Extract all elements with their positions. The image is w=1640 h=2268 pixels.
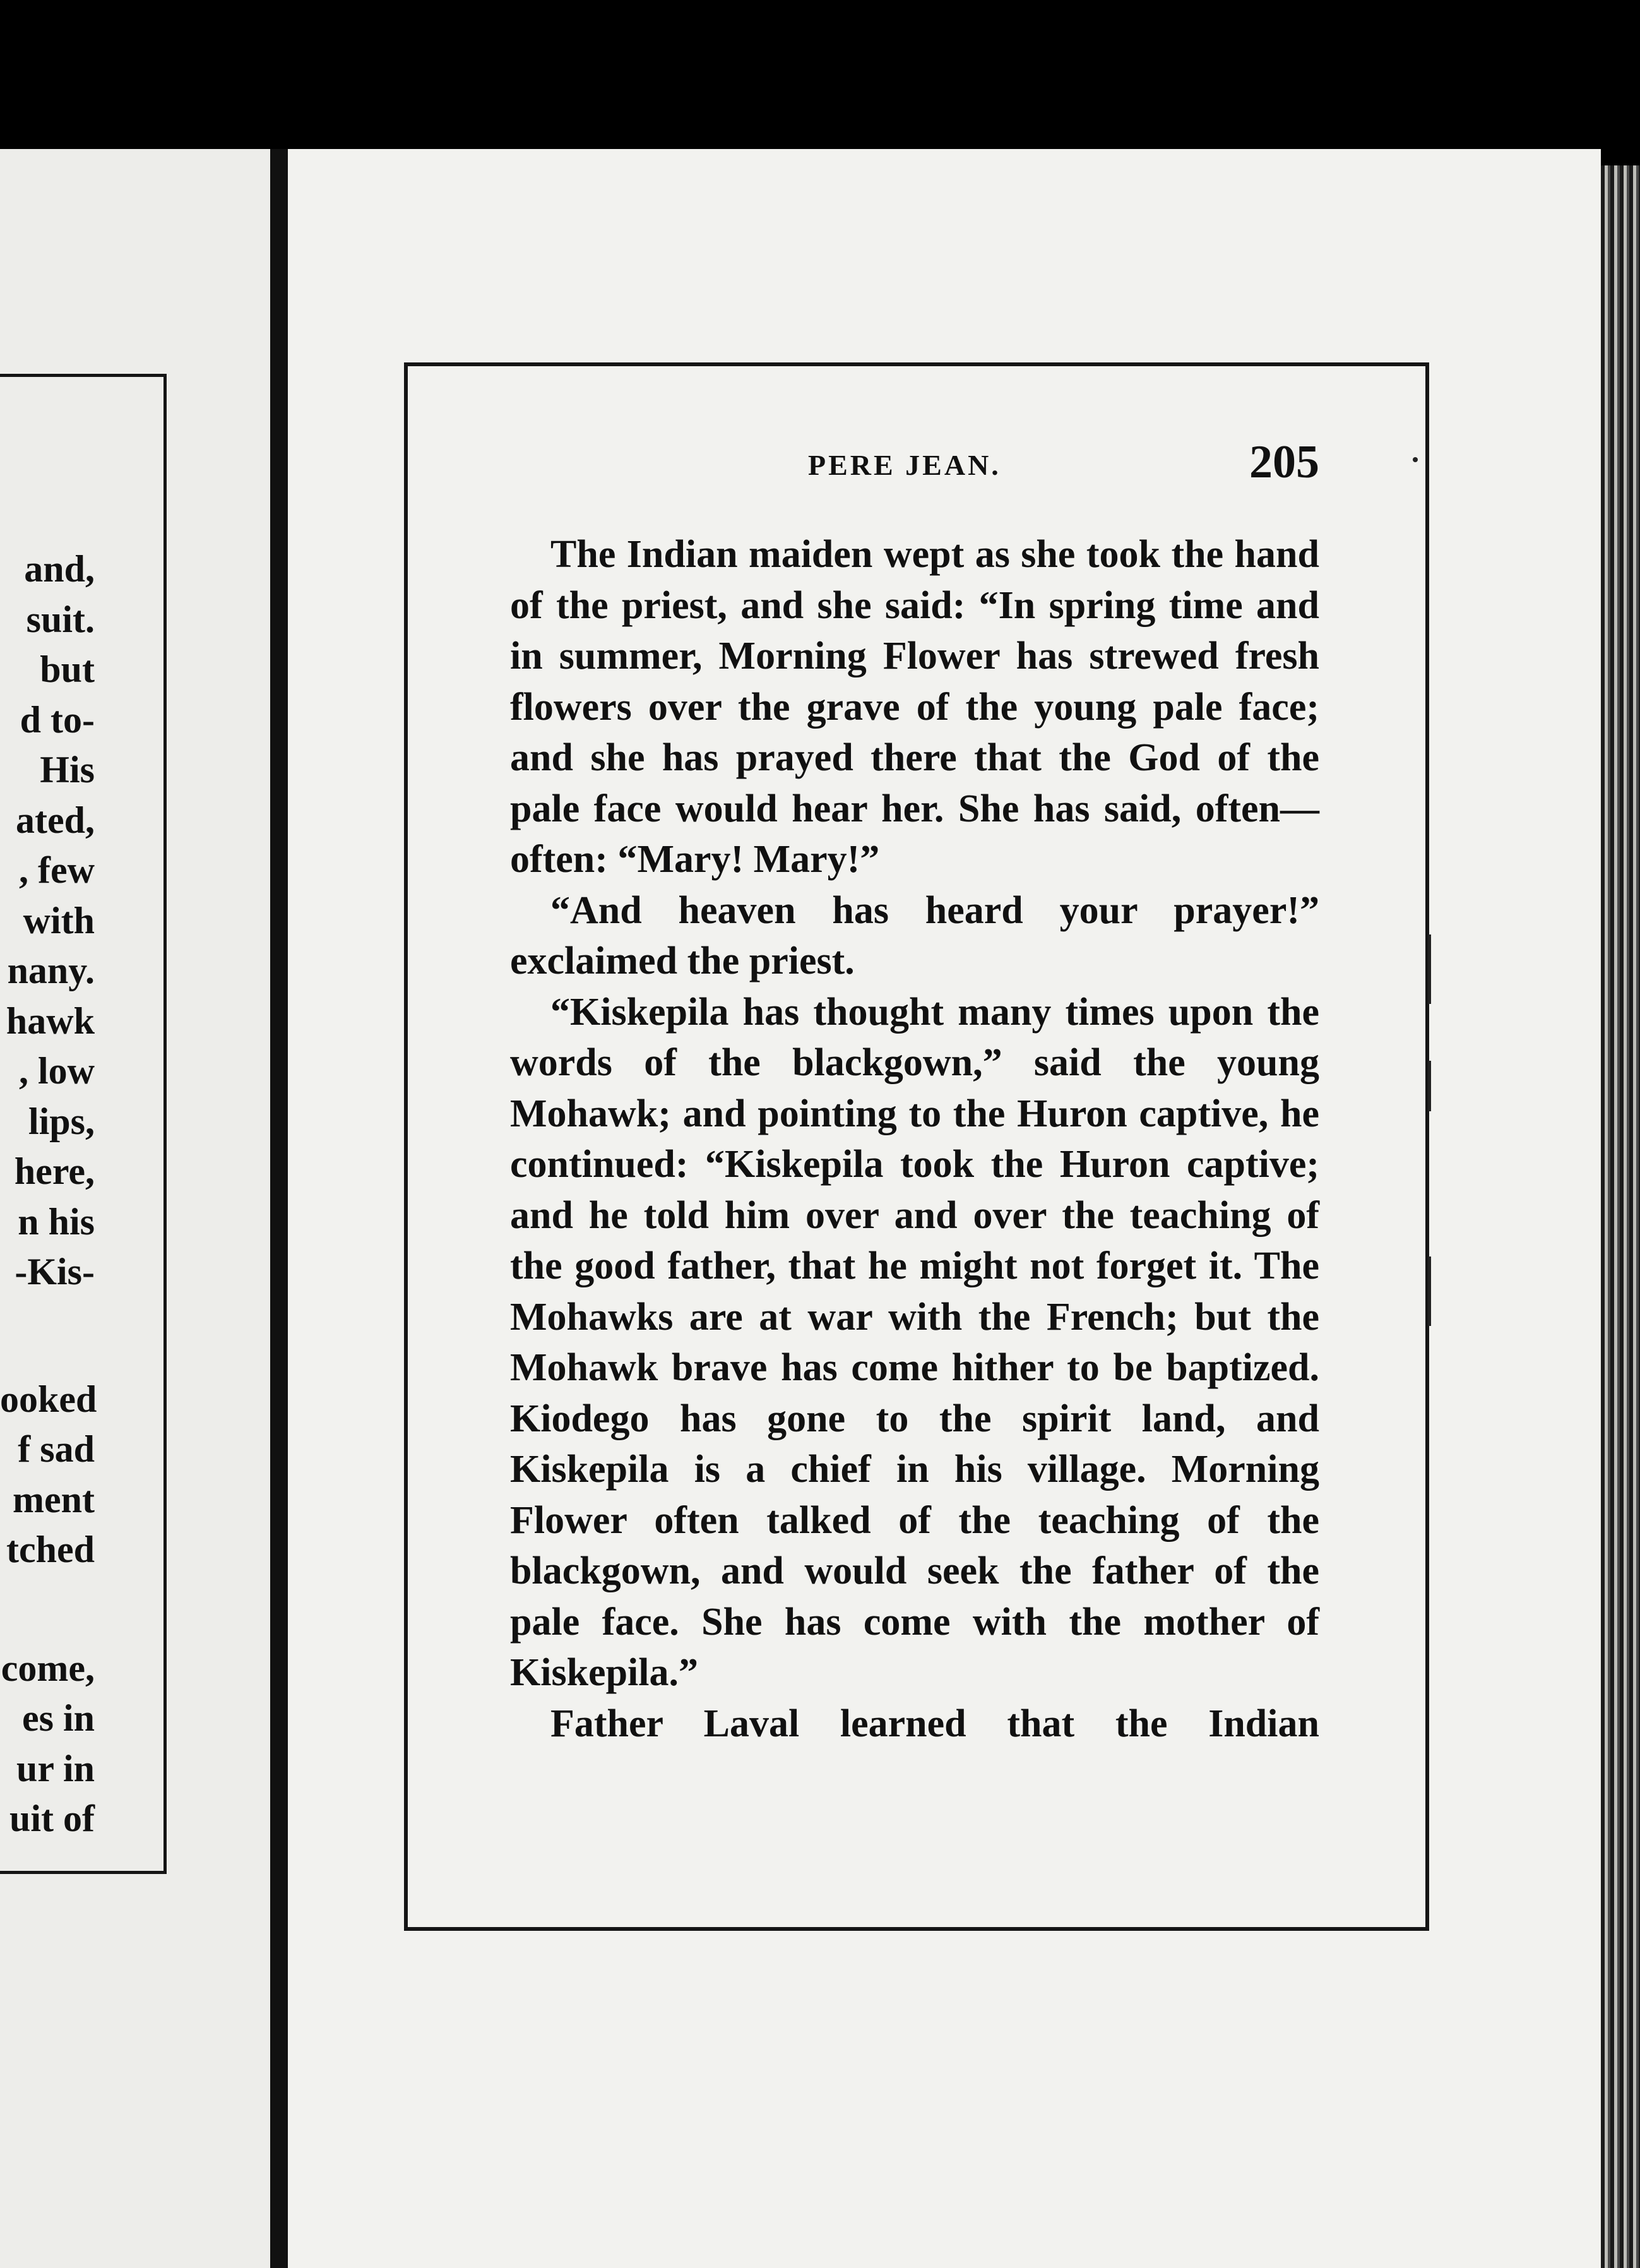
paragraph-1: The Indian maiden wept as she took the hand of the priest, and she said: “In spring time and in summer, Morning Flower has strewed fresh flowers over the grave of the young pale face; and she has prayed there that the God of the pale face would hear her. She has said, often—often: “Mary! Mary!” xyxy=(510,533,1319,881)
facing-page-block-2: ooked f sad ment tched xyxy=(0,1378,97,1570)
page-edges xyxy=(1601,165,1640,2268)
page-number: 205 xyxy=(1249,436,1319,488)
running-head xyxy=(505,436,1319,505)
paragraph-4: Father Laval learned that the Indian xyxy=(550,1702,1319,1745)
paragraph-3: “Kiskepila has thought many times upon the words of the blackgown,” said the young Mohawk; and pointing to the Huron captive, he continued: “Kiskepila took the Huron captive; and he told him over and over the teaching of the good father, that he might not forget it. The Mohawks are at war with the French; but the Mohawk brave has come hither to be baptized. Kiodego has gone to the spirit land, and Kiskepila is a chief in his village. Morning Flower often talked of the teaching of the blackgown, and would seek the father of the pale face. She has come with the mother of Kiskepila.” xyxy=(510,990,1319,1694)
facing-page-text xyxy=(0,544,95,1844)
running-title: PERE JEAN. xyxy=(808,449,1001,481)
margin-mark-4 xyxy=(1413,457,1418,462)
margin-mark-1 xyxy=(1428,934,1431,1004)
body-text xyxy=(510,529,1319,1749)
facing-page-block-3: come, es in ur in uit of xyxy=(1,1647,95,1839)
book-gutter xyxy=(270,149,288,2268)
margin-mark-3 xyxy=(1428,1256,1431,1326)
margin-mark-2 xyxy=(1428,1061,1431,1111)
paragraph-2: “And heaven has heard your prayer!” exclaimed the priest. xyxy=(510,888,1319,982)
facing-page-block-1: and, suit. but d to- His ated, , few with nany. hawk , low lips, here, n his -Kis- xyxy=(6,548,95,1292)
